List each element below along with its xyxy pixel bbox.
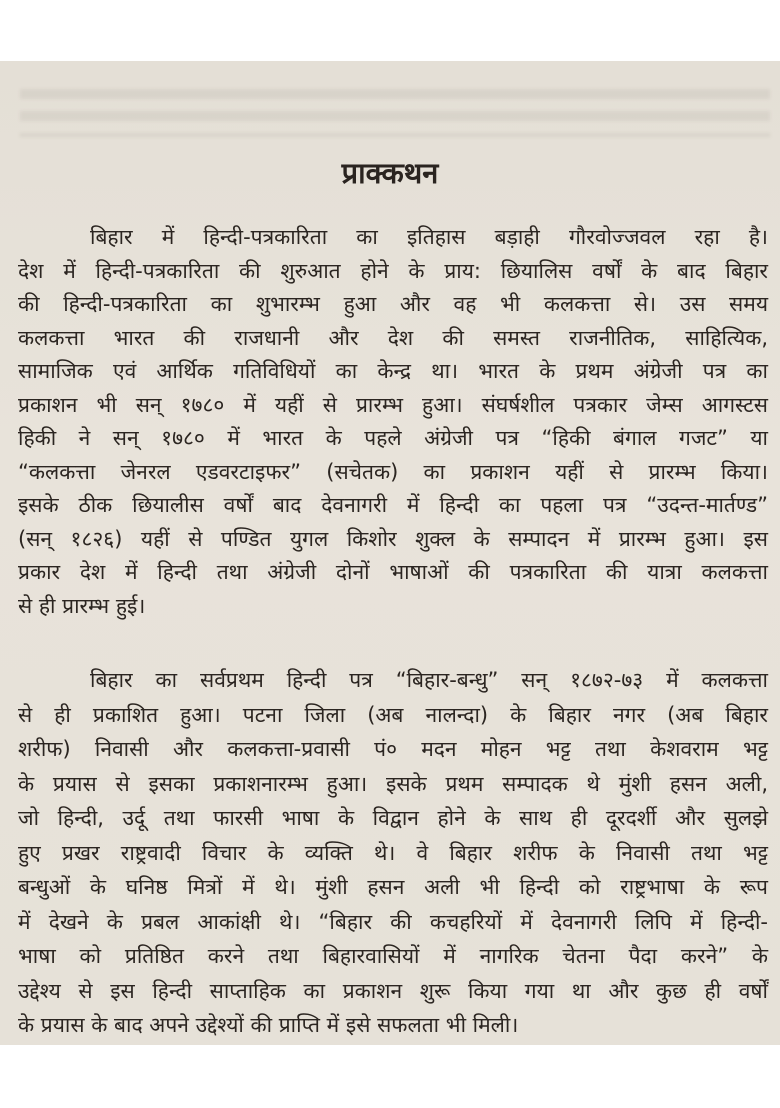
scanned-page	[0, 61, 780, 1045]
text-line: से ही प्रकाशित हुआ। पटना जिला (अब नालन्दा) के बिहार नगर (अब बिहार	[18, 702, 768, 727]
text-line: बन्धुओं के घनिष्ठ मित्रों में थे। मुंशी हसन अली भी हिन्दी को राष्ट्रभाषा के रूप	[18, 875, 768, 899]
text-line: बिहार का सर्वप्रथम हिन्दी पत्र “बिहार-बन्धु” सन् १८७२-७३ में कलकत्ता	[90, 668, 768, 692]
text-line: “कलकत्ता जेनरल एडवरटाइफर” (सचेतक) का प्रकाशन यहीं से प्रारम्भ किया।	[18, 459, 768, 484]
text-line: हिकी ने सन् १७८० में भारत के पहले अंग्रेजी पत्र “हिकी बंगाल गजट” या	[18, 426, 768, 450]
text-line: जो हिन्दी, उर्दू तथा फारसी भाषा के विद्वान होने के साथ ही दूरदर्शी और सुलझे	[18, 806, 768, 830]
text-line: के प्रयास के बाद अपने उद्देश्यों की प्राप्ति में इसे सफलता भी मिली।	[18, 1013, 519, 1037]
text-line: भाषा को प्रतिष्ठित करने तथा बिहारवासियों में नागरिक चेतना पैदा करने” के	[18, 944, 768, 968]
bleed-through-text	[20, 89, 770, 137]
text-line: हुए प्रखर राष्ट्रवादी विचार के व्यक्ति थे। वे बिहार शरीफ के निवासी तथा भट्ट	[18, 840, 768, 865]
text-line: के प्रयास से इसका प्रकाशनारम्भ हुआ। इसके प्रथम सम्पादक थे मुंशी हसन अली,	[18, 771, 768, 796]
text-line: उद्देश्य से इस हिन्दी साप्ताहिक का प्रकाशन शुरू किया गया था और कुछ ही वर्षों	[18, 978, 768, 1003]
text-line: कलकत्ता भारत की राजधानी और देश की समस्त राजनीतिक, साहित्यिक,	[18, 325, 768, 350]
page-title: प्राक्कथन	[341, 156, 439, 190]
text-line: में देखने के प्रबल आकांक्षी थे। “बिहार की कचहरियों में देवनागरी लिपि में हिन्दी-	[18, 909, 768, 934]
text-line: शरीफ) निवासी और कलकत्ता-प्रवासी पं० मदन मोहन भट्ट तथा केशवराम भट्ट	[18, 737, 768, 761]
text-line: सामाजिक एवं आर्थिक गतिविधियों का केन्द्र था। भारत के प्रथम अंग्रेजी पत्र का	[18, 359, 768, 383]
text-line: इसके ठीक छियालीस वर्षों बाद देवनागरी में हिन्दी का पहला पत्र “उदन्त-मार्तण्ड”	[18, 493, 768, 517]
text-line: बिहार में हिन्दी-पत्रकारिता का इतिहास बड़ाही गौरवोज्जवल रहा है।	[90, 225, 768, 249]
text-line: से ही प्रारम्भ हुई।	[18, 593, 146, 618]
text-line: की हिन्दी-पत्रकारिता का शुभारम्भ हुआ और वह भी कलकत्ता से। उस समय	[18, 292, 768, 316]
text-line: देश में हिन्दी-पत्रकारिता की शुरुआत होने के प्राय: छियालिस वर्षों के बाद बिहार	[18, 258, 768, 283]
text-line: (सन् १८२६) यहीं से पण्डित युगल किशोर शुक्ल के सम्पादन में प्रारम्भ हुआ। इस	[18, 526, 768, 551]
text-line: प्रकार देश में हिन्दी तथा अंग्रेजी दोनों भाषाओं की पत्रकारिता की यात्रा कलकत्ता	[18, 560, 768, 584]
text-line: प्रकाशन भी सन् १७८० में यहीं से प्रारम्भ हुआ। संघर्षशील पत्रकार जेम्स आगस्टस	[18, 392, 768, 417]
paragraph-1	[18, 221, 768, 623]
paragraph-2	[18, 663, 768, 1043]
